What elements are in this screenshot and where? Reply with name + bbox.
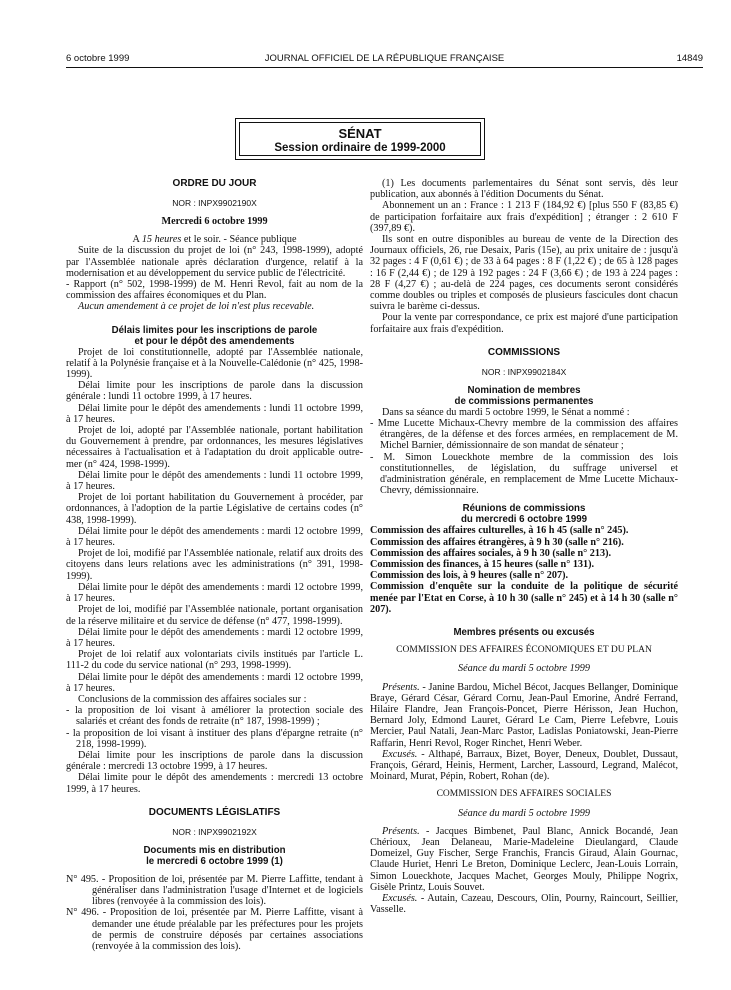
nomination-intro: Dans sa séance du mardi 5 octobre 1999, le Sénat a nommé :: [382, 406, 630, 418]
title-box-inner: [239, 122, 481, 156]
reunion-1: Commission des affaires culturelles, à 16 h 45 (salle n° 245).: [370, 525, 629, 537]
ordre-nor: NOR : INPX9902190X: [172, 198, 257, 208]
reunions-heading-1: Réunions de commissions: [462, 503, 586, 515]
reunion-3: Commission des affaires sociales, à 9 h 30 (salle n° 213).: [370, 547, 612, 559]
document-495: N° 495. - Proposition de loi, présentée par M. Pierre Laffitte, tendant à généraliser dans l'administration l'usage d'Internet et de logiciels libres (renvoyée à la commission des lois).: [66, 873, 363, 908]
conclusions-item-2: - la proposition de loi visant à instituer des plans d'épargne retraite (n° 218, 1998-1999).: [66, 727, 363, 750]
document-496: N° 496. - Proposition de loi, présentée par M. Pierre Laffitte, visant à demander une étude préalable par les préfectures pour les projets de permis de construire déposés par certaines associations (renvoyée à la commission des lois).: [66, 907, 363, 952]
conclusions: Conclusions de la commission des affaires sociales sur :: [78, 693, 307, 705]
nomination-heading-2: de commissions permanentes: [454, 395, 594, 407]
reunions-heading-2: du mercredi 6 octobre 1999: [461, 514, 587, 526]
commission-eco-name: COMMISSION DES AFFAIRES ÉCONOMIQUES ET DU PLAN: [396, 645, 652, 656]
title-session: Session ordinaire de 1999-2000: [274, 142, 446, 154]
delai-1b: Délai limite pour le dépôt des amendements : lundi 11 octobre 1999, à 17 heures.: [66, 402, 363, 425]
page-header: [66, 53, 703, 67]
delai-7a: Délai limite pour les inscriptions de parole dans la discussion générale : mercredi 13 octobre 1999, à 17 heures.: [66, 749, 363, 773]
projet-4: Projet de loi, modifié par l'Assemblée nationale, relatif aux droits des citoyens dans leurs relations avec les administrations (n° 391, 1998-1999).: [66, 548, 363, 582]
header-date: 6 octobre 1999: [66, 53, 130, 64]
commission-sociales-seance: Séance du mardi 5 octobre 1999: [458, 807, 590, 819]
delai-2a: Délai limite pour le dépôt des amendements : lundi 11 octobre 1999, à 17 heures.: [66, 469, 363, 493]
delai-3a: Délai limite pour le dépôt des amendements : mardi 12 octobre 1999, à 17 heures.: [66, 525, 363, 549]
left-column: [66, 178, 363, 952]
footnote-3: Ils sont en outre disponibles au bureau de vente de la Direction des Journaux officiels, 26, rue Desaix, Paris (15e), au prix unitaire de : jusqu'à 32 pages : 4 F (0,61 €) ; de 33 à 64 pages : 8 F (1,22 €) ; de 65 à 128 pages : 16 F (2,44 €) ; de 129 à 192 pages : 24 F (3,66 €) ; de 193 à 224 pages : 28 F (4,27 €) ; au-delà de 224 pages, ces documents seront considérés comme doubles ou triples et composés de plusieurs fascicules dont chacun suivra le barème ci-dessus.: [370, 234, 678, 313]
right-column: [370, 178, 678, 915]
projet-2: Projet de loi, adopté par l'Assemblée nationale, portant habilitation du Gouvernement à prendre, par ordonnances, les mesures législatives nécessaires à l'actualisation et à l'adaptation du droit applicable outre-mer (n° 424, 1998-1999).: [66, 425, 363, 470]
documents-nor: NOR : INPX9902192X: [172, 826, 257, 837]
projet-5: Projet de loi, modifié par l'Assemblée nationale, portant organisation de la réserve militaire et du service de défense (n° 477, 1998-1999).: [66, 604, 363, 627]
header-journal: JOURNAL OFFICIEL DE LA RÉPUBLIQUE FRANÇAISE: [264, 53, 505, 64]
footnote-4: Pour la vente par correspondance, ce prix est majoré d'une participation forfaitaire aux frais d'expédition.: [370, 312, 678, 335]
ordre-rapport: - Rapport (n° 502, 1998-1999) de M. Henri Revol, fait au nom de la commission des affaires économiques et du Plan.: [66, 279, 363, 302]
delai-1a: Délai limite pour les inscriptions de parole dans la discussion générale : lundi 11 octobre 1999, à 17 heures.: [66, 380, 363, 403]
commission-sociales-excuses: Excusés. - Autain, Cazeau, Descours, Olin, Pourny, Raincourt, Seillier, Vasselle.: [370, 892, 678, 916]
ordre-date: Mercredi 6 octobre 1999: [161, 216, 268, 227]
reunion-5: Commission des lois, à 9 heures (salle n° 207).: [370, 570, 569, 582]
commission-eco-excuses: Excusés. - Althapé, Barraux, Bizet, Boyer, Deneux, Doublet, Dussaut, François, Gérard, Heinis, Herment, Larcher, Lassourd, Legrand, Malécot, Moinard, Murat, Pépin, Robert, Rohan (de).: [370, 748, 678, 783]
commissions-heading: COMMISSIONS: [487, 346, 561, 358]
footnote-1: (1) Les documents parlementaires du Sénat sont servis, dès leur publication, aux abonnés à l'édition Documents du Sénat.: [370, 178, 678, 201]
delai-7b: Délai limite pour le dépôt des amendements : mercredi 13 octobre 1999, à 17 heures.: [66, 772, 363, 795]
commission-eco-seance: Séance du mardi 5 octobre 1999: [458, 663, 590, 675]
nomination-heading-1: Nomination de membres: [467, 384, 581, 396]
membres-heading: Membres présents ou excusés: [453, 627, 595, 639]
documents-heading: DOCUMENTS LÉGISLATIFS: [148, 806, 281, 818]
delais-heading-1: Délais limites pour les inscriptions de parole: [111, 324, 318, 336]
title-box: [235, 118, 485, 160]
ordre-note: Aucun amendement à ce projet de loi n'est plus recevable.: [78, 301, 315, 313]
commissions-nor: NOR : INPX9902184X: [481, 366, 567, 377]
documents-sub-1: Documents mis en distribution: [143, 844, 286, 856]
ordre-text: Suite de la discussion du projet de loi (n° 243, 1998-1999), adopté par l'Assemblée nationale après déclaration d'urgence, relatif à la modernisation et au développement du service public de l'électricité.: [66, 245, 363, 279]
nomination-item-2: - M. Simon Loueckhote membre de la commission des lois constitutionnelles, de législation, du suffrage universel et d'administration générale, en remplacement de Mme Lucette Michaux-Chevry, démissionnaire.: [370, 451, 678, 497]
ordre-du-jour-heading: ORDRE DU JOUR: [172, 178, 257, 189]
projet-1: Projet de loi constitutionnelle, adopté par l'Assemblée nationale, relatif à la Polynésie française et à la Nouvelle-Calédonie (n° 425, 1998-1999).: [66, 346, 363, 381]
commission-sociales-presents: Présents. - Jacques Bimbenet, Paul Blanc, Annick Bocandé, Jean Chérioux, Jean Delaneau, Marie-Madeleine Dieulangard, Claude Domeizel, Guy Fischer, Serge Franchis, Francis Giraud, Alain Gournac, Claude Huriet, Henri Le Breton, Dominique Leclerc, Jean-Louis Lorrain, Simon Loueckhote, Jacques Machet, Georges Mouly, Philippe Nogrix, Gisèle Printz, Louis Souvet.: [370, 825, 678, 893]
commission-sociales-name: COMMISSION DES AFFAIRES SOCIALES: [436, 789, 612, 800]
projet-3: Projet de loi portant habilitation du Gouvernement à procéder, par ordonnances, à l'adoption de la partie Législative de certains codes (n° 438, 1998-1999).: [66, 492, 363, 526]
header-rule: [66, 67, 703, 68]
delai-5a: Délai limite pour le dépôt des amendements : mardi 12 octobre 1999, à 17 heures.: [66, 626, 363, 649]
delais-heading-2: et pour le dépôt des amendements: [134, 335, 295, 347]
projet-6: Projet de loi relatif aux volontariats civils institués par l'article L. 111-2 du code du service national (n° 293, 1998-1999).: [66, 649, 363, 672]
documents-sub-2: le mercredi 6 octobre 1999 (1): [146, 855, 283, 867]
commission-eco-presents: Présents. - Janine Bardou, Michel Bécot, Jacques Bellanger, Dominique Braye, Gérard César, Gérard Cornu, Jean-Paul Emorine, André Ferrand, Hilaire Flandre, Jean François-Poncet, Pierre Hérisson, Jean Huchon, Bernard Joly, Edmond Lauret, Gérard Le Cam, Pierre Lefebvre, Louis Mercier, Paul Natali, Jean-Marc Pastor, Ladislas Poniatowski, Jean-Pierre Raffarin, Henri Revol, Roger Rinchet, Henri Weber.: [370, 681, 678, 749]
footnote-2: Abonnement un an : France : 1 213 F (184,92 €) [plus 550 F (83,85 €) de participation forfaitaire aux frais d'expédition] ; étranger : 2 610 F (397,89 €).: [370, 200, 678, 234]
title-senat: SÉNAT: [338, 126, 382, 141]
reunion-2: Commission des affaires étrangères, à 9 h 30 (salle n° 216).: [370, 536, 624, 548]
conclusions-item-1: - la proposition de loi visant à améliorer la protection sociale des salariés et créant des fonds de retraite (n° 187, 1998-1999) ;: [66, 705, 363, 728]
nomination-item-1: - Mme Lucette Michaux-Chevry membre de la commission des affaires étrangères, de la défense et des forces armées, en remplacement de M. Michel Barnier, démissionnaire de son mandat de sénateur ;: [370, 418, 678, 452]
ordre-time: A 15 heures et le soir. - Séance publique: [132, 234, 297, 246]
header-page-number: 14849: [676, 53, 703, 64]
delai-6a: Délai limite pour le dépôt des amendements : mardi 12 octobre 1999, à 17 heures.: [66, 671, 363, 694]
reunion-4: Commission des finances, à 15 heures (salle n° 131).: [370, 559, 595, 571]
reunion-6: Commission d'enquête sur la conduite de la politique de sécurité menée par l'Etat en Corse, à 10 h 30 (salle n° 245) et à 14 h 30 (salle n° 207).: [370, 581, 678, 615]
delai-4a: Délai limite pour le dépôt des amendements : mardi 12 octobre 1999, à 17 heures.: [66, 581, 363, 605]
